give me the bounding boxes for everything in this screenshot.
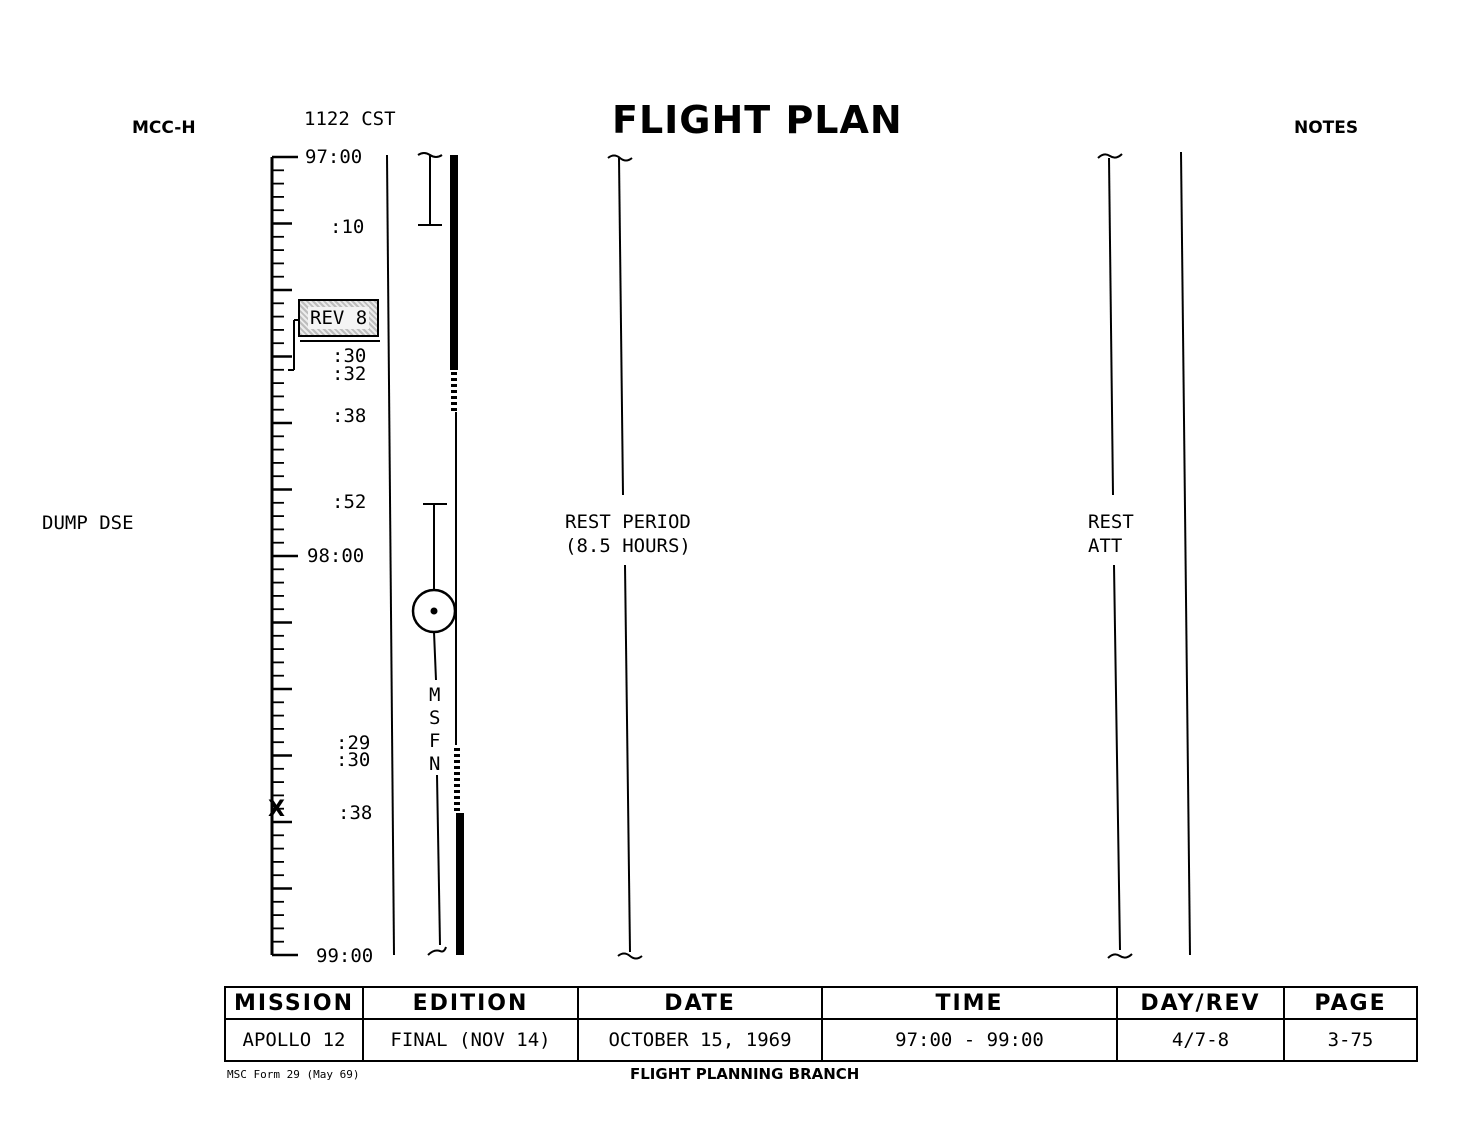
dump-dse-note: DUMP DSE bbox=[42, 512, 134, 534]
value-day-rev: 4/7-8 bbox=[1117, 1019, 1284, 1061]
notes-divider-line bbox=[1181, 152, 1190, 955]
header-time: TIME bbox=[822, 987, 1117, 1019]
x-mark: X bbox=[268, 797, 285, 822]
cst-time-label: 1122 CST bbox=[304, 108, 396, 130]
notes-label: NOTES bbox=[1294, 118, 1359, 138]
time-scale bbox=[272, 157, 298, 955]
msfn-line bbox=[437, 775, 440, 945]
column-divider-line bbox=[387, 155, 394, 955]
rest-period-line bbox=[625, 565, 630, 952]
header-page: PAGE bbox=[1284, 987, 1417, 1019]
ground-station-icon-dot bbox=[431, 608, 438, 615]
time-tick-label: :30 bbox=[336, 749, 371, 771]
value-date: OCTOBER 15, 1969 bbox=[578, 1019, 822, 1061]
rest-att-line bbox=[1109, 158, 1113, 495]
rest-att-label-2: ATT bbox=[1088, 535, 1123, 557]
header-date: DATE bbox=[578, 987, 822, 1019]
time-tick-label: :29 bbox=[336, 732, 371, 754]
value-mission: APOLLO 12 bbox=[225, 1019, 363, 1061]
mcc-h-label: MCC-H bbox=[132, 118, 196, 138]
rest-period-duration: (8.5 HOURS) bbox=[565, 535, 691, 557]
value-page: 3-75 bbox=[1284, 1019, 1417, 1061]
rest-att-line bbox=[1114, 565, 1120, 950]
comm-bar-dashed bbox=[451, 372, 457, 411]
header-day-rev: DAY/REV bbox=[1117, 987, 1284, 1019]
mission-info-table bbox=[224, 986, 1418, 1062]
rest-period-line bbox=[619, 158, 623, 495]
comm-bar-dashed bbox=[454, 748, 460, 811]
break-mark bbox=[1098, 154, 1122, 158]
form-number: MSC Form 29 (May 69) bbox=[227, 1068, 360, 1081]
break-mark bbox=[618, 954, 642, 959]
msfn-letter: S bbox=[429, 707, 441, 729]
rest-att-label: REST bbox=[1088, 511, 1134, 533]
break-mark bbox=[1108, 954, 1132, 958]
time-tick-label: :38 bbox=[332, 405, 367, 427]
comm-bar bbox=[456, 813, 464, 955]
value-time: 97:00 - 99:00 bbox=[822, 1019, 1117, 1061]
header-mission: MISSION bbox=[225, 987, 363, 1019]
rest-period-label: REST PERIOD bbox=[565, 511, 691, 533]
value-edition: FINAL (NOV 14) bbox=[363, 1019, 578, 1061]
time-tick-label: 98:00 bbox=[307, 545, 365, 567]
time-tick-label: :32 bbox=[332, 363, 367, 385]
header-edition: EDITION bbox=[363, 987, 578, 1019]
page-title: FLIGHT PLAN bbox=[612, 98, 903, 142]
time-label-end: 99:00 bbox=[316, 945, 374, 967]
time-tick-label: :52 bbox=[332, 491, 367, 513]
time-tick-label: :38 bbox=[338, 802, 373, 824]
comm-bar bbox=[450, 155, 458, 370]
rev-label: REV 8 bbox=[310, 307, 368, 329]
time-tick-label: :10 bbox=[330, 216, 365, 238]
msfn-letter: N bbox=[429, 753, 441, 775]
msfn-letter: M bbox=[429, 684, 441, 706]
time-label-start: 97:00 bbox=[305, 146, 363, 168]
msfn-line bbox=[434, 632, 436, 680]
time-tick-label: :30 bbox=[332, 345, 367, 367]
break-mark bbox=[428, 947, 446, 955]
msfn-letter: F bbox=[429, 730, 441, 752]
branch-label: FLIGHT PLANNING BRANCH bbox=[630, 1065, 860, 1083]
rev-box bbox=[298, 299, 379, 337]
